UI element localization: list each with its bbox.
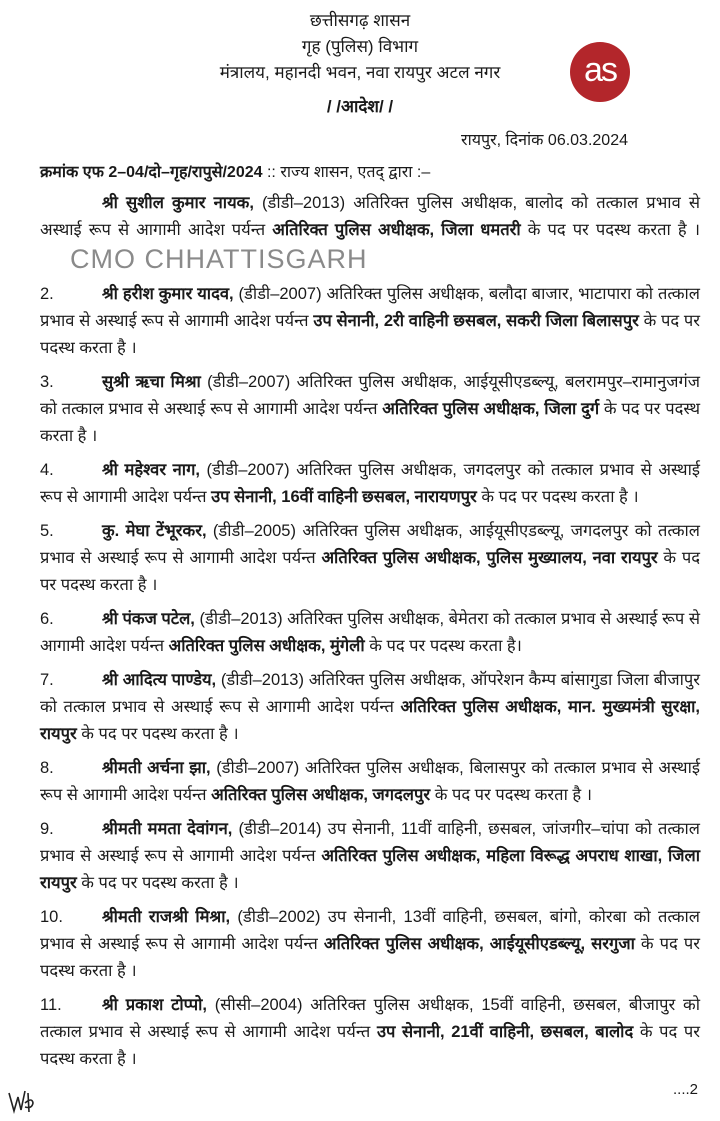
page-continuation: ....2 bbox=[672, 1081, 698, 1098]
current-post: (डीडी–2007) अतिरिक्त पुलिस अधीक्षक, आईयूसीएडब्ल्यू, बलरामपुर–रामानुजगंज को तत्काल प्रभाव से अस्थाई रूप से आगामी आदेश पर्यन्त bbox=[40, 373, 701, 418]
new-posting: अतिरिक्त पुलिस अधीक्षक, महिला विरूद्ध अपराध शाखा, जिला रायपुर bbox=[40, 847, 700, 892]
reference-number: क्रमांक एफ 2–04/दो–गृह/रापुसे/2024 bbox=[40, 164, 263, 181]
item-number: 6. bbox=[40, 610, 54, 628]
new-posting: अतिरिक्त पुलिस अधीक्षक, मान. मुख्यमंत्री सुरक्षा, रायपुर bbox=[40, 698, 701, 743]
order-title: / /आदेश/ / bbox=[326, 97, 394, 116]
officer-name: सुश्री ऋचा मिश्रा bbox=[102, 373, 201, 391]
current-post: (डीडी–2007) अतिरिक्त पुलिस अधीक्षक, बलौदा बाजार, भाटापारा को तत्काल प्रभाव से अस्थाई रूप से आगामी आदेश पर्यन्त bbox=[40, 285, 700, 330]
date-line: रायपुर, दिनांक 06.03.2024 bbox=[461, 132, 628, 149]
order-tail: के पद पर पदस्थ करता है । bbox=[40, 935, 700, 980]
officer-name: श्रीमती अर्चना झा, bbox=[102, 759, 211, 777]
order-item bbox=[40, 606, 700, 660]
order-tail: के पद पर पदस्थ करता है । bbox=[40, 549, 700, 594]
item-number: 4. bbox=[40, 461, 54, 479]
item-number: 3. bbox=[40, 373, 54, 391]
officer-name: श्रीमती राजश्री मिश्रा, bbox=[102, 908, 231, 926]
header-department: गृह (पुलिस) विभाग bbox=[301, 37, 419, 56]
item-number: 9. bbox=[40, 820, 54, 838]
officer-name: श्री पंकज पटेल, bbox=[102, 610, 195, 628]
current-post: (डीडी–2007) अतिरिक्त पुलिस अधीक्षक, बिलासपुर को तत्काल प्रभाव से अस्थाई रूप से आगामी आदेश पर्यन्त bbox=[40, 759, 700, 804]
order-item bbox=[40, 457, 700, 511]
order-tail: के पद पर पदस्थ करता है । bbox=[40, 400, 700, 445]
current-post: (डीडी–2014) उप सेनानी, 11वीं वाहिनी, छसबल, जांजगीर–चांपा को तत्काल प्रभाव से अस्थाई रूप से आगामी आदेश पर्यन्त bbox=[40, 820, 700, 865]
order-item bbox=[40, 518, 700, 599]
new-posting: उप सेनानी, 21वीं वाहिनी, छसबल, बालोद bbox=[376, 1023, 634, 1041]
officer-name: श्रीमती ममता देवांगन, bbox=[102, 820, 233, 838]
order-item bbox=[40, 667, 700, 748]
new-posting: अतिरिक्त पुलिस अधीक्षक, जिला धमतरी bbox=[272, 221, 521, 239]
current-post: (डीडी–2013) अतिरिक्त पुलिस अधीक्षक, ऑपरेशन कैम्प बांसागुडा जिला बीजापुर को तत्काल प्रभाव से अस्थाई रूप से आगामी आदेश पर्यन्त bbox=[40, 671, 701, 716]
order-item bbox=[40, 816, 700, 897]
signature-initials bbox=[6, 1085, 40, 1115]
order-tail: के पद पर पदस्थ करता है। bbox=[364, 637, 522, 655]
item-number: 11. bbox=[40, 996, 62, 1014]
new-posting: अतिरिक्त पुलिस अधीक्षक, जगदलपुर bbox=[211, 786, 431, 804]
header-government: छत्तीसगढ़ शासन bbox=[309, 11, 411, 30]
order-tail: के पद पर पदस्थ करता है । bbox=[40, 312, 700, 357]
item-number: 7. bbox=[40, 671, 54, 689]
item-number: 8. bbox=[40, 759, 54, 777]
order-tail: के पद पर पदस्थ करता है । bbox=[76, 725, 239, 743]
order-item bbox=[40, 755, 700, 809]
current-post: (डीडी–2002) उप सेनानी, 13वीं वाहिनी, छसबल, बांगो, कोरबा को तत्काल प्रभाव से अस्थाई रूप से आगामी आदेश पर्यन्त bbox=[40, 908, 700, 953]
reference-text: :: राज्य शासन, एतद् द्वारा :– bbox=[262, 164, 431, 181]
officer-name: श्री सुशील कुमार नायक, bbox=[102, 194, 254, 212]
order-item bbox=[40, 281, 700, 362]
new-posting: उप सेनानी, 16वीं वाहिनी छसबल, नारायणपुर bbox=[211, 488, 477, 506]
officer-name: श्री आदित्य पाण्डेय, bbox=[102, 671, 217, 689]
order-tail: के पद पर पदस्थ करता है । bbox=[76, 874, 239, 892]
order-item bbox=[40, 904, 700, 985]
item-number: 5. bbox=[40, 522, 54, 540]
channel-logo: as bbox=[570, 42, 630, 102]
header-address: मंत्रालय, महानदी भवन, नवा रायपुर अटल नगर bbox=[219, 63, 501, 82]
current-post: (डीडी–2013) अतिरिक्त पुलिस अधीक्षक, बालोद को तत्काल प्रभाव से अस्थाई रूप से आगामी आदेश पर्यन्त bbox=[40, 194, 700, 239]
order-item bbox=[40, 369, 700, 450]
watermark: CMO CHHATTISGARH bbox=[70, 244, 368, 274]
order-tail: के पद पर पदस्थ करता है । bbox=[520, 221, 700, 239]
new-posting: अतिरिक्त पुलिस अधीक्षक, मुंगेली bbox=[168, 637, 365, 655]
current-post: (सीसी–2004) अतिरिक्त पुलिस अधीक्षक, 15वीं वाहिनी, छसबल, बीजापुर को तत्काल प्रभाव से अस्थाई रूप से आगामी आदेश पर्यन्त bbox=[40, 996, 700, 1041]
current-post: (डीडी–2007) अतिरिक्त पुलिस अधीक्षक, जगदलपुर को तत्काल प्रभाव से अस्थाई रूप से आगामी आदेश पर्यन्त bbox=[40, 461, 700, 506]
order-item bbox=[40, 992, 700, 1073]
order-tail: के पद पर पदस्थ करता है । bbox=[40, 1023, 701, 1068]
new-posting: अतिरिक्त पुलिस अधीक्षक, आईयूसीएडब्ल्यू, सरगुजा bbox=[323, 935, 635, 953]
item-number: 10. bbox=[40, 908, 63, 926]
officer-name: श्री हरीश कुमार यादव, bbox=[102, 285, 234, 303]
item-number: 2. bbox=[40, 285, 54, 303]
new-posting: उप सेनानी, 2री वाहिनी छसबल, सकरी जिला बिलासपुर bbox=[313, 312, 639, 330]
order-tail: के पद पर पदस्थ करता है । bbox=[430, 786, 593, 804]
current-post: (डीडी–2013) अतिरिक्त पुलिस अधीक्षक, बेमेतरा को तत्काल प्रभाव से अस्थाई रूप से आगामी आदेश पर्यन्त bbox=[40, 610, 700, 655]
order-item bbox=[40, 190, 700, 274]
new-posting: अतिरिक्त पुलिस अधीक्षक, जिला दुर्ग bbox=[382, 400, 600, 418]
page-footer bbox=[0, 1081, 720, 1121]
order-body bbox=[40, 0, 700, 1073]
officer-name: श्री प्रकाश टोप्पो, bbox=[102, 996, 207, 1014]
new-posting: अतिरिक्त पुलिस अधीक्षक, पुलिस मुख्यालय, नवा रायपुर bbox=[321, 549, 658, 567]
officer-name: कु. मेघा टेंभूरकर, bbox=[102, 522, 207, 540]
order-tail: के पद पर पदस्थ करता है । bbox=[476, 488, 639, 506]
current-post: (डीडी–2005) अतिरिक्त पुलिस अधीक्षक, आईयूसीएडब्ल्यू, जगदलपुर को तत्काल प्रभाव से अस्थाई रूप से आगामी आदेश पर्यन्त bbox=[40, 522, 700, 567]
officer-name: श्री महेश्वर नाग, bbox=[102, 461, 200, 479]
